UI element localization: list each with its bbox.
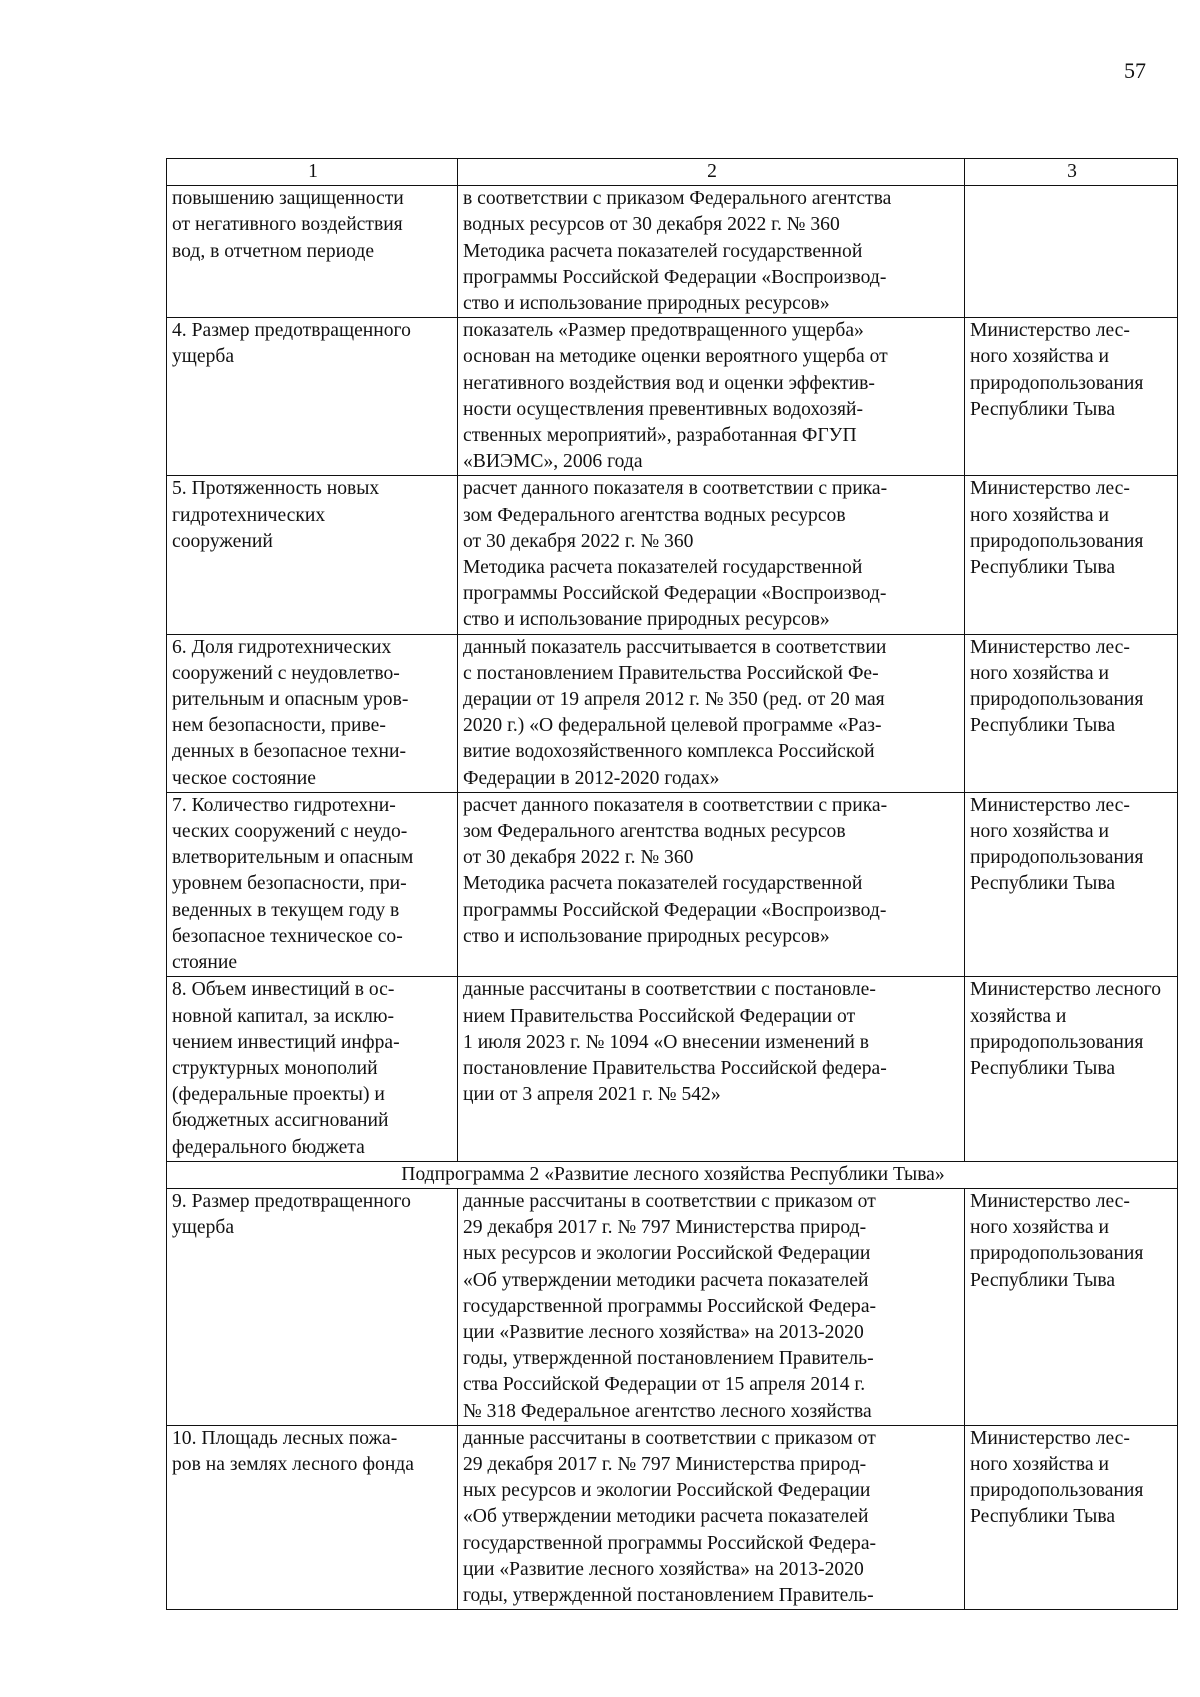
table-row (167, 977, 1178, 1161)
methodology-text: данные рассчитаны в соответствии с постановле- нием Правительства Российской Федерации от 1 июля 2023 г. № 1094 «О внесении изменений в постановление Правительства Российской федера- ции от 3 апреля 2021 г. № 542» (463, 979, 887, 1106)
table-row (167, 634, 1178, 792)
responsible-text: Министерство лесного хозяйства и природопользования Республики Тыва (970, 979, 1161, 1079)
responsible-cell (965, 476, 1178, 634)
indicator-name-cell (167, 634, 458, 792)
indicator-name-text: повышению защищенности от негативного воздействия вод, в отчетном периоде (172, 188, 404, 262)
methodology-cell (458, 186, 965, 318)
indicator-name-text: 7. Количество гидротехни- ческих сооружений с неудо- влетворительным и опасным уровнем безопасности, при- веденных в текущем году в безопасное техническое со- стояние (172, 794, 414, 974)
responsible-cell (965, 1425, 1178, 1609)
responsible-text: Министерство лес- ного хозяйства и природопользования Республики Тыва (970, 320, 1144, 420)
indicator-name-cell (167, 977, 458, 1161)
indicator-name-cell (167, 792, 458, 976)
responsible-text: Министерство лес- ного хозяйства и природопользования Республики Тыва (970, 636, 1144, 737)
responsible-text: Министерство лес- ного хозяйства и природопользования Республики Тыва (970, 794, 1144, 895)
subprogram-header-row (167, 1161, 1178, 1188)
subprogram-title: Подпрограмма 2 «Развитие лесного хозяйства Республики Тыва» (167, 1161, 1178, 1188)
column-header-3: 3 (965, 159, 1178, 186)
table-row (167, 186, 1178, 318)
indicator-name-text: 6. Доля гидротехнических сооружений с неудовлетво- рительным и опасным уров- нем безопасности, приве- денных в безопасное техни- ческое состояние (172, 636, 409, 789)
table-row (167, 1425, 1178, 1609)
responsible-cell (965, 186, 1178, 318)
methodology-text: данные рассчитаны в соответствии с приказом от 29 декабря 2017 г. № 797 Министерства природ- ных ресурсов и экологии Российской Федерации «Об утверждении методики расчета показателей государственной программы Российской Федера- ции «Развитие лесного хозяйства» на 2013-2020 годы, утвержденной постановлением Правитель- ства Российской Федерации от 15 апреля 2014 г. № 318 Федеральное агентство лесного хозяйства (463, 1190, 877, 1422)
responsible-cell (965, 792, 1178, 976)
column-header-1: 1 (167, 159, 458, 186)
responsible-cell (965, 318, 1178, 476)
methodology-cell (458, 1425, 965, 1609)
methodology-cell (458, 476, 965, 634)
indicator-name-text: 4. Размер предотвращенного ущерба (172, 320, 411, 368)
column-header-2: 2 (458, 159, 965, 186)
responsible-text: Министерство лес- ного хозяйства и природопользования Республики Тыва (970, 478, 1144, 579)
page-number: 57 (1124, 58, 1146, 83)
table-header-row (167, 159, 1178, 186)
methodology-cell (458, 318, 965, 476)
indicator-name-cell (167, 1188, 458, 1425)
indicator-methodology-table (166, 158, 1178, 1610)
methodology-text: в соответствии с приказом Федерального агентства водных ресурсов от 30 декабря 2022 г. № 360 Методика расчета показателей государственной программы Российской Федерации «Воспроизвод- ство и использование природных ресурсов» (463, 188, 892, 315)
responsible-cell (965, 1188, 1178, 1425)
methodology-text: данные рассчитаны в соответствии с приказом от 29 декабря 2017 г. № 797 Министерства природ- ных ресурсов и экологии Российской Федерации «Об утверждении методики расчета показателей государственной программы Российской Федера- ции «Развитие лесного хозяйства» на 2013-2020 годы, утвержденной постановлением Правитель- (463, 1427, 877, 1606)
responsible-text: Министерство лес- ного хозяйства и природопользования Республики Тыва (970, 1190, 1144, 1291)
methodology-text: показатель «Размер предотвращенного ущерба» основан на методике оценки вероятного ущерба от негативного воздействия вод и оценки эффектив- ности осуществления превентивных водохозяй- ственных мероприятий», разработанная ФГУП «ВИЭМС», 2006 года (463, 320, 888, 473)
table-row (167, 792, 1178, 976)
table-row (167, 1188, 1178, 1425)
methodology-text: расчет данного показателя в соответствии с прика- зом Федерального агентства водных ресурсов от 30 декабря 2022 г. № 360 Методика расчета показателей государственной программы Российской Федерации «Воспроизвод- ство и использование природных ресурсов» (463, 478, 888, 631)
indicator-name-text: 5. Протяженность новых гидротехнических сооружений (172, 478, 380, 552)
table-row (167, 476, 1178, 634)
methodology-cell (458, 634, 965, 792)
indicator-name-text: 10. Площадь лесных пожа- ров на землях лесного фонда (172, 1427, 414, 1475)
indicator-methodology-table-wrapper (166, 158, 1178, 1610)
responsible-text: Министерство лес- ного хозяйства и природопользования Республики Тыва (970, 1427, 1144, 1528)
indicator-name-text: 9. Размер предотвращенного ущерба (172, 1190, 411, 1239)
indicator-name-cell (167, 1425, 458, 1609)
responsible-cell (965, 634, 1178, 792)
methodology-text: данный показатель рассчитывается в соответствии с постановлением Правительства Российской Фе- дерации от 19 апреля 2012 г. № 350 (ред. от 20 мая 2020 г.) «О федеральной целевой программе «Раз- витие водохозяйственного комплекса Российской Федерации в 2012-2020 годах» (463, 636, 887, 789)
methodology-cell (458, 1188, 965, 1425)
methodology-text: расчет данного показателя в соответствии с прика- зом Федерального агентства водных ресурсов от 30 декабря 2022 г. № 360 Методика расчета показателей государственной программы Российской Федерации «Воспроизвод- ство и использование природных ресурсов» (463, 794, 888, 947)
indicator-name-text: 8. Объем инвестиций в ос- новной капитал, за исклю- чением инвестиций инфра- структурных монополий (федеральные проекты) и бюджетных ассигнований федерального бюджета (172, 979, 400, 1158)
methodology-cell (458, 792, 965, 976)
indicator-name-cell (167, 318, 458, 476)
indicator-name-cell (167, 186, 458, 318)
responsible-cell (965, 977, 1178, 1161)
methodology-cell (458, 977, 965, 1161)
table-row (167, 318, 1178, 476)
indicator-name-cell (167, 476, 458, 634)
